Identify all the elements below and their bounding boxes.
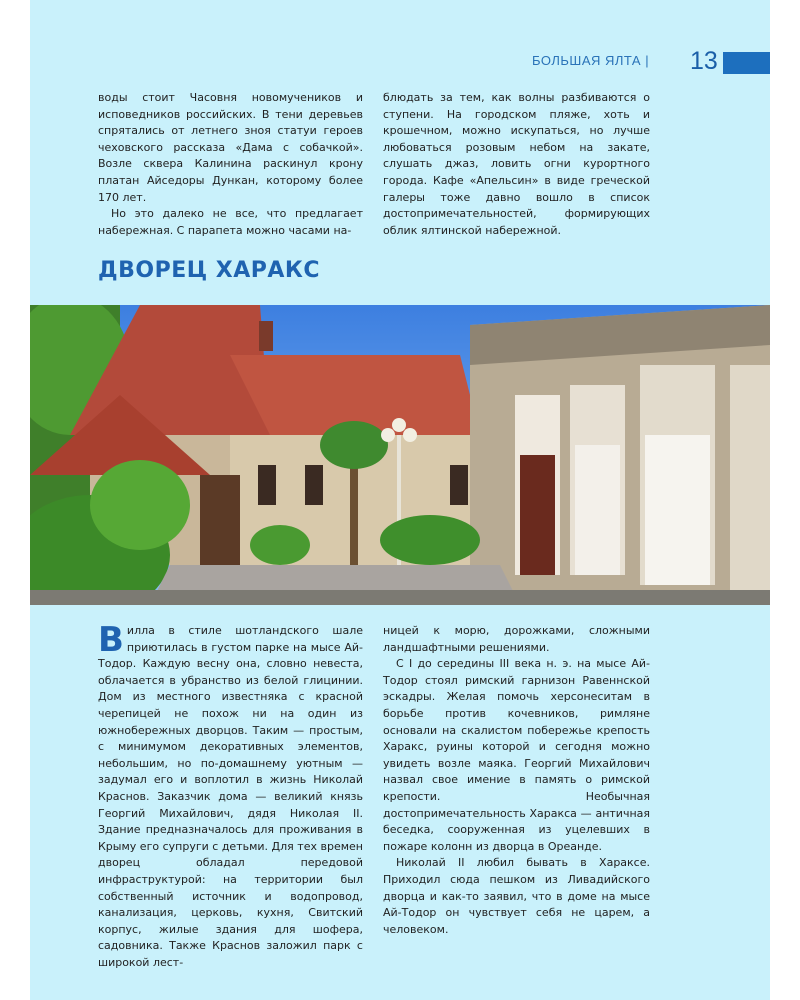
palace-illustration <box>30 305 770 605</box>
paragraph: Николай II любил бывать в Хараксе. Приходил сюда пешком из Ливадийского дворца и как-то заявил, что в доме на мысе Ай-Тодор он чувствует себя не царем, а человеком. <box>383 856 650 936</box>
paragraph: Но это далеко не все, что предлагает набережная. С парапета можно часами на- <box>98 207 363 237</box>
page-number: 13 <box>690 47 718 75</box>
paragraph <box>98 620 363 971</box>
page-number-bar <box>723 52 770 74</box>
magazine-page <box>30 0 770 1000</box>
paragraph-text: илла в стиле шотландского шале приютилась в густом парке на мысе Ай-Тодор. Каждую весну она, словно невеста, облачается в убранство из белой глицинии. Дом из местного известняка с красной черепицей не похож ни на один из южнобережных дворцов. Таким — простым, с минимумом декоративных элементов, небольшим, но по-домашнему уютным — задумал его и воплотил в жизнь Николай Краснов. Заказчик дома — великий князь Георгий Михайлович, дядя Николая II. Здание предназначалось для проживания в Крыму его супруги с детьми. Для тех времен дворец обладал передовой инфраструктурой: на территории был собственный источник и водопровод, канализация, церковь, кухня, Свитский корпус, жилые здания для шофера, садовника. Также Краснов заложил парк с широкой лест- <box>98 624 363 969</box>
text-column-top-right <box>383 90 650 239</box>
paragraph: воды стоит Часовня новомучеников и исповедников российских. В тени деревьев спрятались от летнего зноя статуи героев чеховского рассказа «Дама с собачкой». Возле сквера Калинина раскинул крону платан Айседоры Дункан, которому более 170 лет. <box>98 91 363 204</box>
paragraph: С I до середины III века н. э. на мысе Ай-Тодор стоял римский гарнизон Равеннской эскадры. Желая помочь херсонеситам в борьбе против кочевников, римляне основали на скалистом побережье крепость Харакс, руины которой и сегодня можно увидеть возле маяка. Георгий Михайлович назвал свое имение в память о римской крепости. Необычная достопримечательность Харакса — античная беседка, сооруженная из уцелевших в пожаре колонн из дворца в Ореанде. <box>383 657 650 853</box>
page-header <box>30 47 770 78</box>
paragraph: блюдать за тем, как волны разбиваются о ступени. На городском пляже, хоть и крошечном, можно искупаться, но лучше любоваться розовым небом на закате, слушать джаз, ловить огни курортного города. Кафе «Апельсин» в виде греческой галеры тоже давно вошло в список достопримечательностей, формирующих облик ялтинской набережной. <box>383 91 650 237</box>
text-column-top-left <box>98 90 363 239</box>
palace-photo <box>30 305 770 605</box>
text-column-bottom-left <box>98 620 363 971</box>
text-column-bottom-right <box>383 623 650 938</box>
drop-cap: В <box>98 620 124 660</box>
article-heading: ДВОРЕЦ ХАРАКС <box>98 258 321 283</box>
section-title: БОЛЬШАЯ ЯЛТА | <box>532 53 650 68</box>
paragraph: ницей к морю, дорожками, сложными ландшафтными решениями. <box>383 624 650 654</box>
